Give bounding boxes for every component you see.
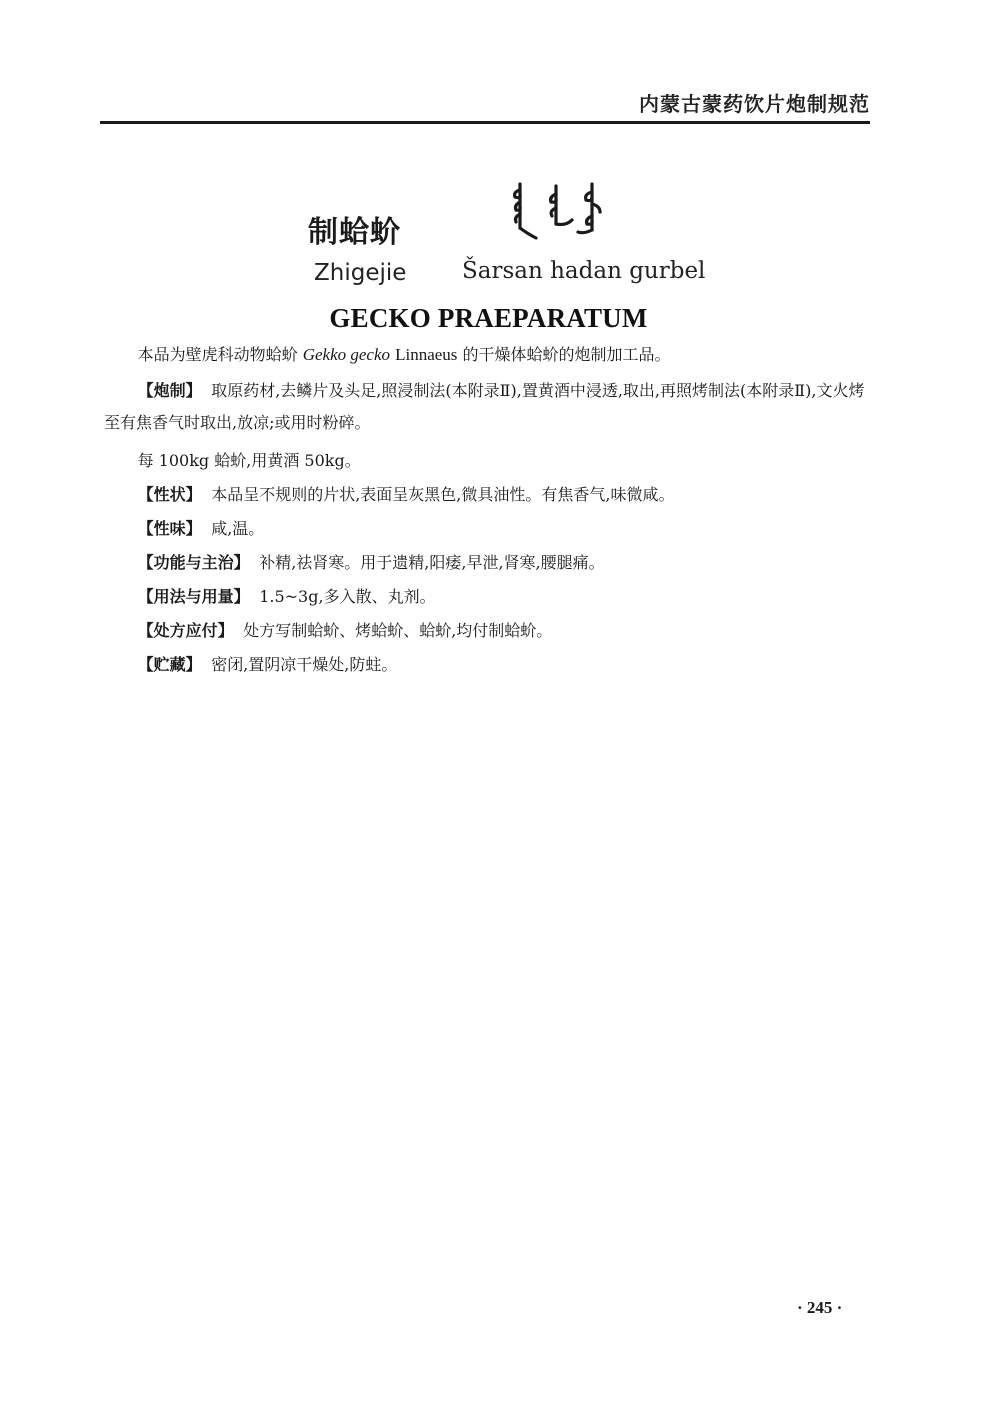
dosage-section <box>104 581 874 613</box>
processing-text: 取原药材,去鳞片及头足,照浸制法(本附录Ⅱ),置黄酒中浸透,取出,再照烤制法(本附录Ⅱ),文火烤至有焦香气时取出,放凉;或用时粉碎。 <box>104 381 865 432</box>
ratio-paragraph: 每 100kg 蛤蚧,用黄酒 50kg。 <box>137 451 361 470</box>
dosage-paragraph <box>104 581 874 613</box>
processing-label: 【炮制】 <box>137 381 202 400</box>
functions-section <box>104 547 874 579</box>
properties-paragraph <box>104 479 874 511</box>
latin-drug-name: GECKO PRAEPARATUM <box>329 303 648 333</box>
intro-text-before: 本品为壁虎科动物蛤蚧 <box>137 345 298 364</box>
storage-paragraph <box>104 649 874 681</box>
prescription-section <box>104 615 874 647</box>
processing-section <box>104 375 874 439</box>
taste-paragraph <box>104 513 874 545</box>
entry-title-chinese: 制蛤蚧 <box>308 215 401 250</box>
properties-section <box>104 479 874 511</box>
storage-label: 【贮藏】 <box>137 655 202 674</box>
prescription-text: 处方写制蛤蚧、烤蛤蚧、蛤蚧,均付制蛤蚧。 <box>243 621 553 640</box>
processing-paragraph <box>104 375 874 439</box>
storage-section <box>104 649 874 681</box>
entry-body <box>104 339 874 371</box>
functions-label: 【功能与主治】 <box>137 553 250 572</box>
properties-text: 本品呈不规则的片状,表面呈灰黑色,微具油性。有焦香气,味微咸。 <box>211 485 675 504</box>
mongolian-script-title <box>506 180 616 245</box>
taste-text: 咸,温。 <box>211 519 265 538</box>
header-rule <box>100 121 870 124</box>
running-header-title: 内蒙古蒙药饮片炮制规范 <box>639 92 870 116</box>
intro-paragraph <box>104 339 874 371</box>
intro-text-after: 的干燥体蛤蚧的炮制加工品。 <box>462 345 671 364</box>
taste-section <box>104 513 874 545</box>
properties-label: 【性状】 <box>137 485 202 504</box>
species-author: Linnaeus <box>395 345 458 364</box>
taste-label: 【性味】 <box>137 519 202 538</box>
prescription-paragraph <box>104 615 874 647</box>
page-number: · 245 · <box>797 1298 843 1317</box>
ratio-section <box>104 445 874 477</box>
functions-text: 补精,祛肾寒。用于遗精,阳痿,早泄,肾寒,腰腿痛。 <box>259 553 605 572</box>
dosage-text: 1.5~3g,多入散、丸剂。 <box>259 587 436 606</box>
prescription-label: 【处方应付】 <box>137 621 234 640</box>
pinyin-name: Zhigejie <box>314 260 407 286</box>
mongolian-transliteration: Šarsan hadan gurbel <box>462 258 706 284</box>
functions-paragraph <box>104 547 874 579</box>
storage-text: 密闭,置阴凉干燥处,防蛀。 <box>211 655 398 674</box>
species-name: Gekko gecko <box>302 345 391 364</box>
dosage-label: 【用法与用量】 <box>137 587 250 606</box>
